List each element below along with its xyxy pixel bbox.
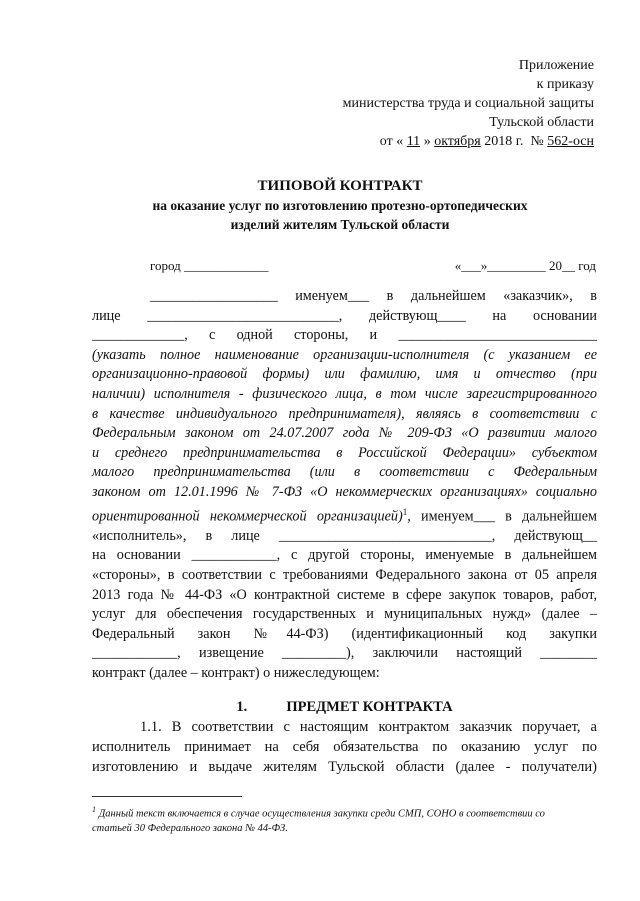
body-line: (указать полное наименование организации-исполнителя (с указанием ее [92,346,597,363]
body-italic-fragment: ориентированной некоммерческой организацией) [92,508,403,525]
body-line: «исполнитель», в лице ______________________________, действующ__ [92,527,597,544]
body-line: «стороны», в соответствии с требованиями Федерального закона от 05 апреля [92,567,597,584]
section-line: исполнитель принимает на себя обязательства по оказанию услуг по [92,739,597,755]
order-month: октября [434,134,481,149]
footnote-line [92,803,597,822]
order-year: 2018 г. [484,134,524,149]
body-line: _____________, с одной стороны, и ____________________________ [92,327,597,344]
body-line: услуг для обеспечения государственных и муниципальных нужд» (далее – [92,606,597,623]
city-date-line [150,258,596,274]
body-line: и среднего предпринимательства в Российской Федерации» субъектом [92,444,597,461]
body-line: Федеральным законом от 24.07.2007 года № 209-ФЗ «О развитии малого [92,425,597,442]
approval-line: министерства труда и социальной защиты [342,96,594,111]
footnote-ref: 1 [402,506,408,517]
section-title: ПРЕДМЕТ КОНТРАКТА [286,699,453,715]
body-line: 2013 года № 44-ФЗ «О контрактной системе в сфере закупок товаров, работ, [92,586,597,603]
approval-date-line [274,132,594,151]
approval-line: Приложение [518,58,594,73]
number-prefix: № [530,134,544,149]
body-line: лице ___________________________, действующ____ на основании [92,307,597,324]
body-line: контракт (далее – контракт) о нижеследующем: [92,665,380,682]
footnote-text: Данный текст включается в случае осуществления закупки среди СМП, СОНО в соответствии со [98,808,545,820]
section-1 [92,697,597,777]
contract-preamble [92,287,597,684]
body-line: малого предпринимательства (или в соответствии с Федеральным [92,464,597,481]
city-field: город _____________ [150,258,269,273]
body-line: организационно-правовой формы) или фамилию, имя и отчество (при [92,366,597,383]
document-title [90,176,590,234]
body-line: Федеральный закон №44-ФЗ) (идентификационный код закупки [92,625,597,642]
approval-line: Тульской области [489,115,594,130]
body-line [92,503,597,527]
section-number: 1. [236,699,248,715]
footnote-line: статьей 30 Федерального закона № 44-ФЗ. [92,822,288,834]
title-sub-1: на оказание услуг по изготовлению протезно-ортопедических [152,198,528,213]
body-line: __________________ именуем___ в дальнейшем «заказчик», в [150,288,597,304]
date-field: «___»_________ 20__ год [454,258,596,273]
title-sub-2: изделий жителям Тульской области [230,217,450,232]
body-line: в качестве индивидуального предпринимателя), являясь в соответствии с [92,405,597,422]
date-mid: » [423,134,431,149]
date-prefix: от « [379,134,404,149]
body-fragment: , именуем___ в дальнейшем [407,508,597,525]
body-line: на основании ____________, с другой стороны, именуемые в дальнейшем [92,547,597,564]
section-heading [92,697,597,717]
footnote-rule [92,796,242,797]
order-number: 562-осн [547,134,594,149]
approval-line: к приказу [536,77,594,92]
body-line: законом от 12.01.1996 № 7-ФЗ «О некоммерческих организациях» социально [92,483,597,500]
body-line: наличии) исполнителя - физического лица, в том числе зарегистрированного [92,385,597,402]
section-line: изготовлению и выдаче жителям Тульской области (далее - получатели) [92,759,597,775]
body-line: ____________, извещение _________), заключили настоящий ________ [92,645,597,662]
footnotes [92,796,597,836]
title-main: ТИПОВОЙ КОНТРАКТ [257,178,423,194]
order-day: 11 [406,134,421,149]
approval-block [274,56,594,151]
section-line: 1.1. В соответствии с настоящим контрактом заказчик поручает, а [140,719,597,735]
footnote-mark: 1 [92,805,96,814]
